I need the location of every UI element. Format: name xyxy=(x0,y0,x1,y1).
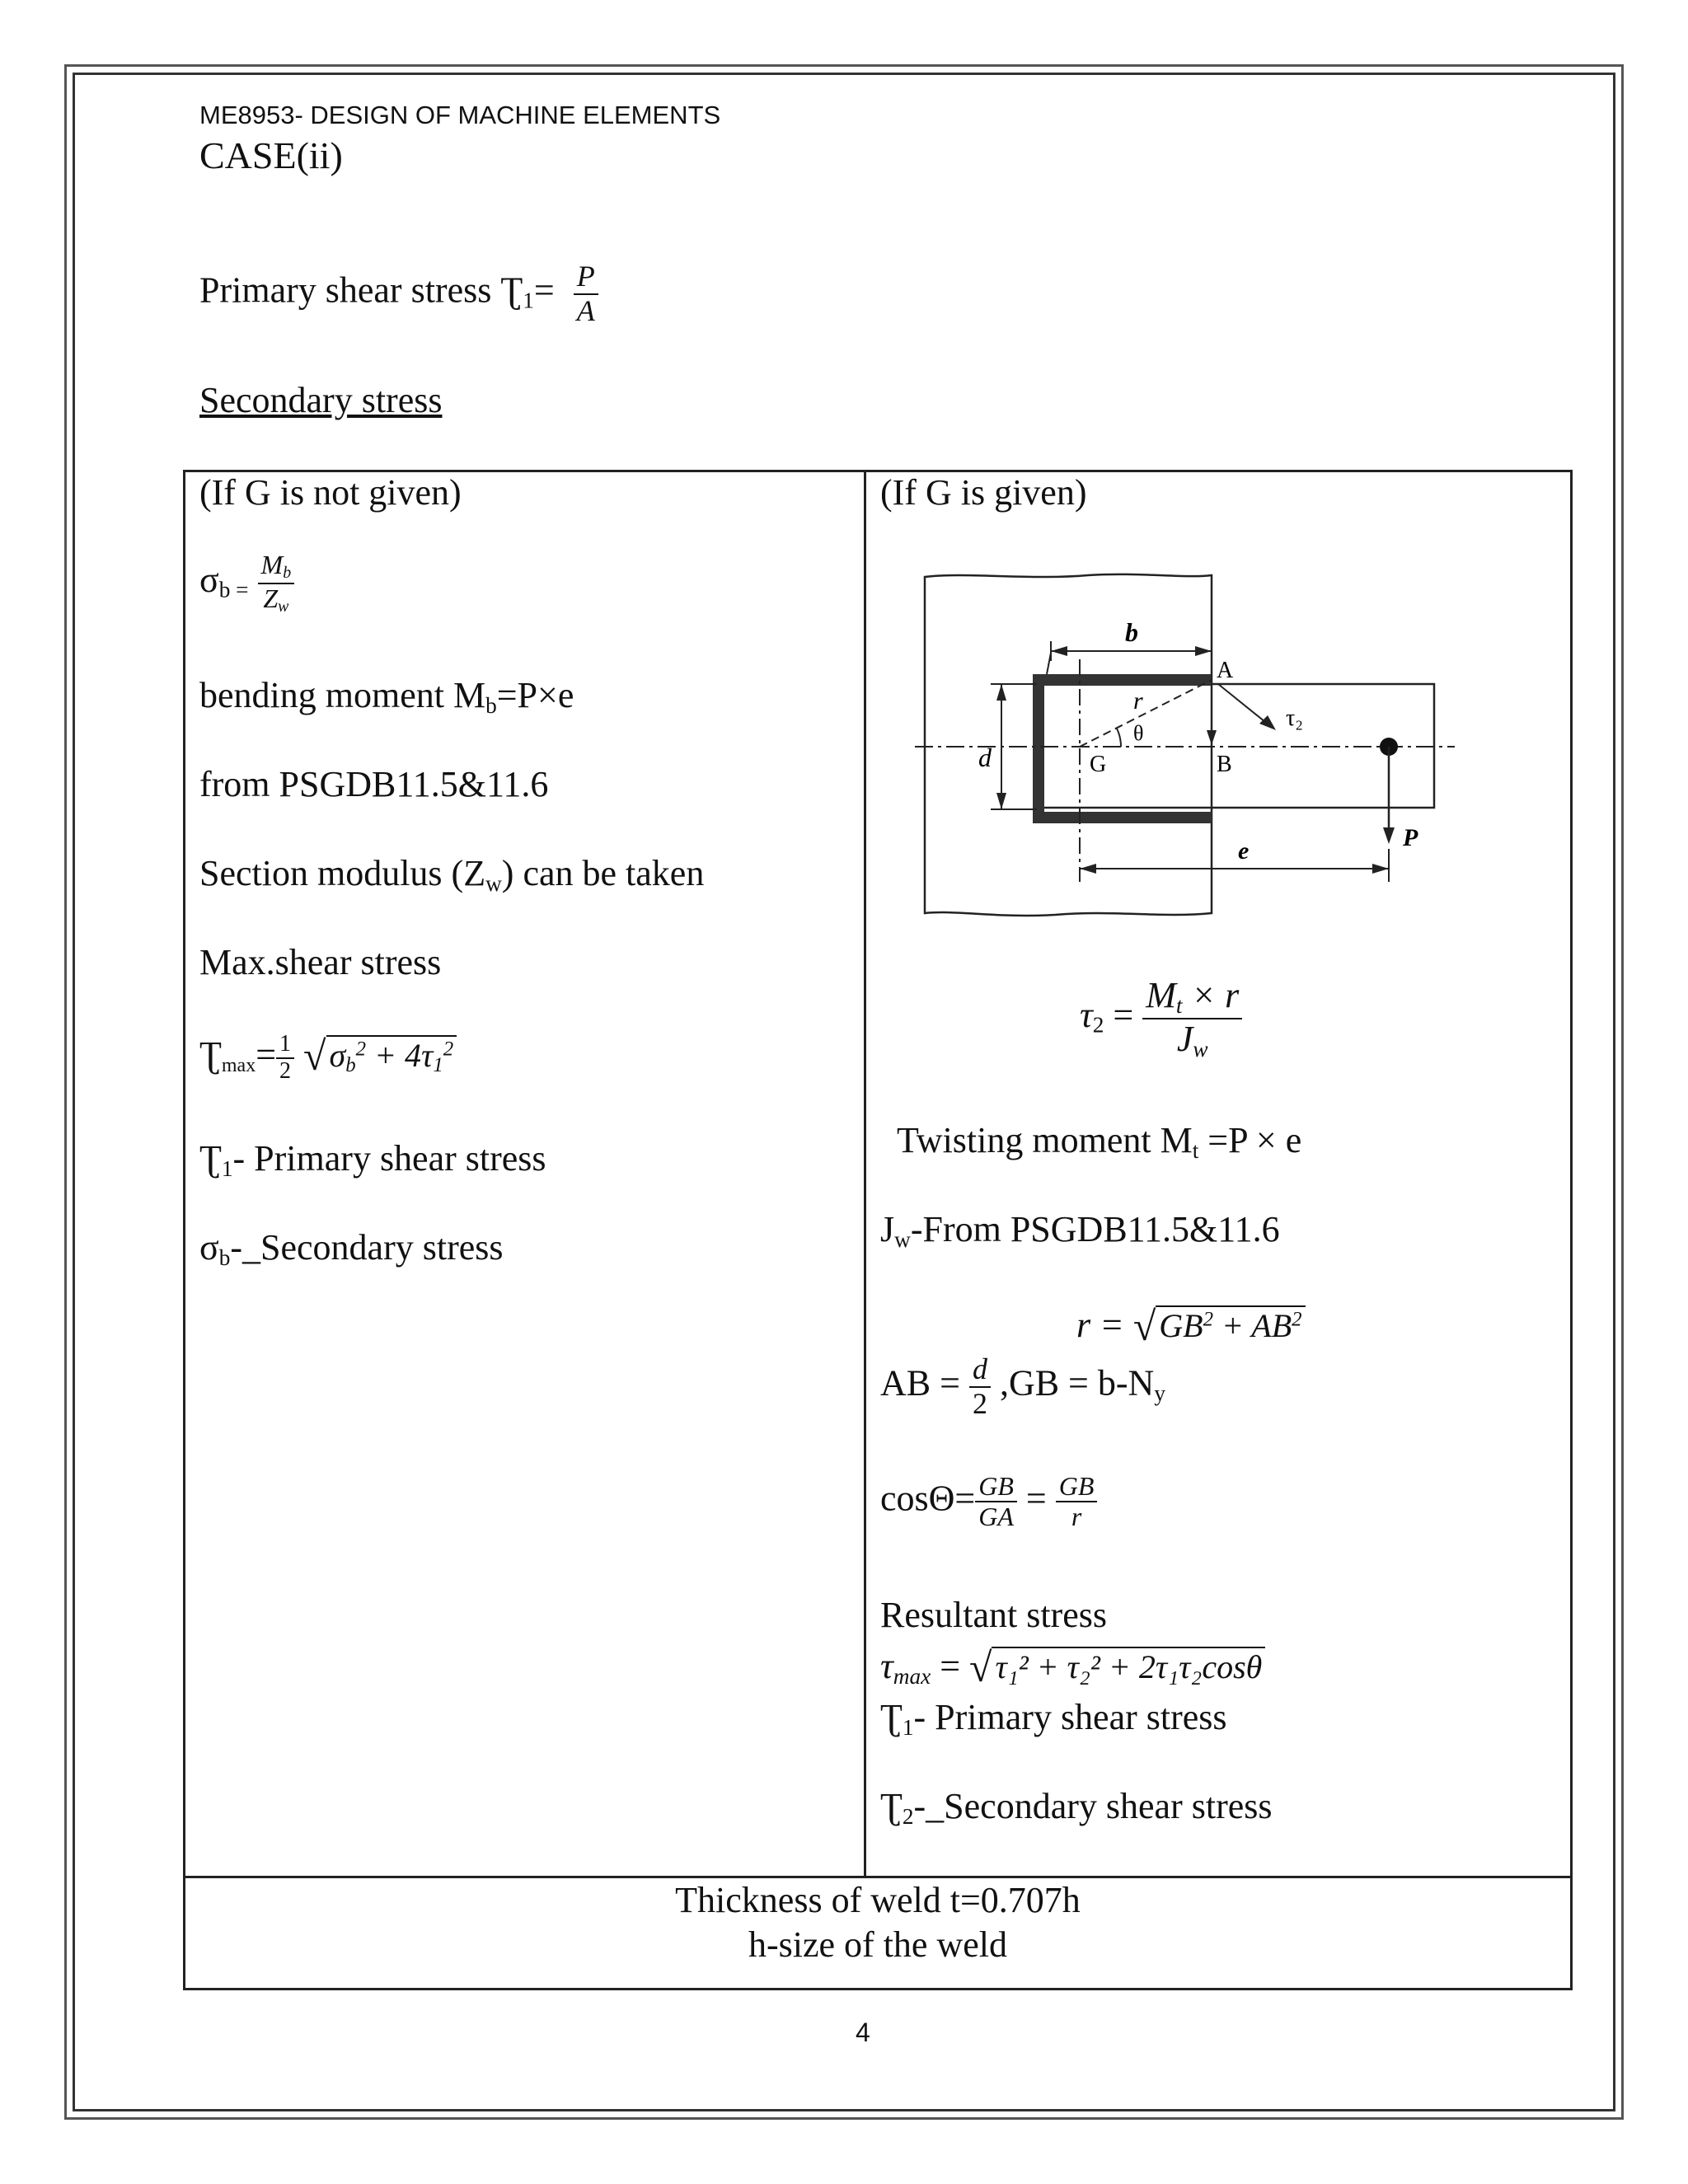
radius-line xyxy=(1080,680,1212,747)
label-r: r xyxy=(1133,687,1143,715)
bending-moment-line: bending moment $M_b=P\times e$ xyxy=(199,675,574,718)
case-title: CASE(ii) xyxy=(199,134,343,176)
right-tau2-description: $Ʈ_2-\_Secondary$ shear stress xyxy=(880,1786,1273,1829)
tau2-arrow xyxy=(1218,684,1269,725)
label-e: e xyxy=(1238,837,1250,865)
table-column-divider xyxy=(864,470,866,1877)
primary-shear-formula: Primary shear stress $Ʈ_1=$ $\frac{P}{A}$ xyxy=(199,260,598,327)
label-G: G xyxy=(1090,752,1107,777)
table-row-divider xyxy=(183,1876,1573,1878)
secondary-stress-title: Secondary stress xyxy=(199,380,443,420)
plate-outline xyxy=(925,574,1212,916)
tmax-formula: $Ʈ_{max}=$ $\frac{1}{2}$ √ $\sigma_b^2 + 4\tau_1^2$ xyxy=(199,1032,457,1085)
section-modulus-line: Section modulus $(Z_w)$ can be taken xyxy=(199,853,705,896)
page-number: 4 xyxy=(856,2018,870,2047)
weld-bead xyxy=(1039,680,1212,818)
label-b: b xyxy=(1125,617,1138,647)
cos-theta-formula: cosΘ= $\frac{GB}{GA}$ = $\frac{GB}{r}$ xyxy=(880,1472,1097,1531)
weld-size-line: h-size of the weld xyxy=(748,1924,1007,1965)
right-tau1-description: $Ʈ_1-$ Primary shear stress xyxy=(880,1697,1227,1740)
sigma-b-formula: $\sigma_{b =}$ $\frac{M_b}{Z_w}$ xyxy=(199,551,294,616)
sqrt-sign: √ xyxy=(303,1033,326,1079)
max-shear-label: Max.shear stress xyxy=(199,942,442,982)
weld-thickness-line: Thickness of weld t=0.707h xyxy=(675,1880,1081,1920)
sigma-b-description: $\sigma_b-\_Secondary$ stress xyxy=(199,1227,504,1270)
label-B: B xyxy=(1217,752,1232,777)
weld-diagram xyxy=(915,569,1459,931)
course-header: ME8953- DESIGN OF MACHINE ELEMENTS xyxy=(199,101,721,129)
label-A: A xyxy=(1217,658,1234,683)
tau1-description: $Ʈ_1-$ Primary shear stress xyxy=(199,1138,546,1181)
twisting-moment-line: Twisting moment $M_t =P \times e$ xyxy=(897,1120,1302,1163)
label-tau2: τ₂ xyxy=(1286,705,1304,731)
jw-line: $J_w$-From PSGDB11.5&11.6 xyxy=(880,1209,1280,1252)
ab-gb-line: AB = $\frac{d}{2}$ $,GB = b-N_y$ xyxy=(880,1352,1165,1420)
label-d: d xyxy=(978,743,992,772)
tau2-formula: $\tau_2$ = $\frac{M_t \times r}{J_w}$ xyxy=(1080,976,1242,1062)
label-theta: θ xyxy=(1133,721,1144,745)
r-formula: r = √ $GB^2 + AB^2$ xyxy=(1076,1302,1306,1350)
p-over-a: $\frac{P}{A}$ xyxy=(574,260,598,327)
from-psgdb-line: from PSGDB11.5&11.6 xyxy=(199,764,549,804)
left-heading: (If G is not given) xyxy=(199,472,462,513)
resultant-label: Resultant stress xyxy=(880,1595,1107,1635)
tmax-resultant-formula: $\tau_{max}$ = √ τ₁² + τ₂² + 2τ₁τ₂cosθ xyxy=(880,1643,1265,1691)
label-P: P xyxy=(1403,824,1418,851)
right-heading: (If G is given) xyxy=(880,472,1087,513)
